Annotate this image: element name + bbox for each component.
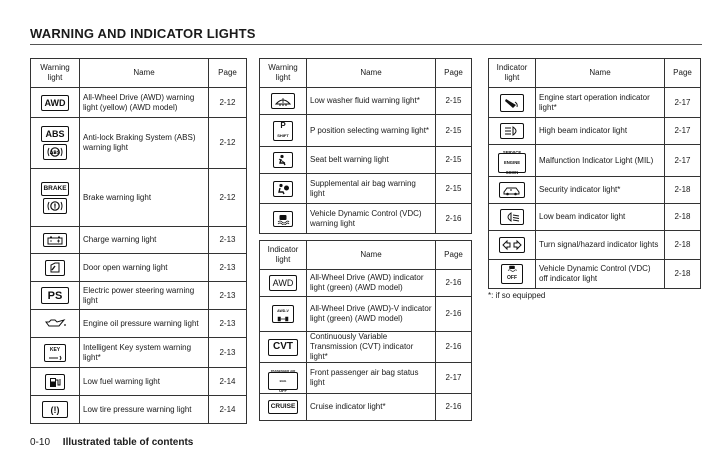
header-page: Page [665, 59, 701, 88]
table-row [31, 254, 247, 282]
header-name: Name [307, 59, 436, 88]
light-name: Vehicle Dynamic Control (VDC) off indicator light [536, 260, 665, 289]
light-name: Engine oil pressure warning light [80, 310, 209, 338]
turn-signal-icon [489, 231, 536, 260]
table-row [260, 332, 472, 363]
key-icon [31, 338, 80, 368]
light-name: Cruise indicator light* [307, 394, 436, 421]
indicator-lights-table-middle [259, 240, 472, 421]
light-name: Security indicator light* [536, 177, 665, 204]
table-row [260, 394, 472, 421]
high-beam-icon [489, 118, 536, 145]
light-name: Low tire pressure warning light [80, 396, 209, 424]
light-name: Turn signal/hazard indicator lights [536, 231, 665, 260]
header-indicator-light: Indicator light [489, 59, 536, 88]
page-reference: 2-15 [436, 115, 472, 147]
table-row [260, 204, 472, 234]
table-header-row [260, 59, 472, 88]
security-car-icon [489, 177, 536, 204]
light-name: Engine start operation indicator light* [536, 88, 665, 118]
light-name: Vehicle Dynamic Control (VDC) warning light [307, 204, 436, 234]
page-reference: 2-13 [209, 227, 247, 254]
header-page: Page [436, 59, 472, 88]
icon-label: KEY [49, 346, 61, 353]
page-number: 0-10 [30, 437, 51, 448]
light-name: Charge warning light [80, 227, 209, 254]
light-name: Intelligent Key system warning light* [80, 338, 209, 368]
title-rule [30, 44, 702, 45]
page-reference: 2-16 [436, 332, 472, 363]
page-reference: 2-14 [209, 396, 247, 424]
awd-outline-icon [260, 270, 307, 297]
door-open-icon [31, 254, 80, 282]
light-name: Supplemental air bag warning light [307, 174, 436, 204]
table-row [260, 270, 472, 297]
table-row [31, 118, 247, 169]
table-row [31, 396, 247, 424]
light-name: Anti-lock Braking System (ABS) warning light [80, 118, 209, 169]
table-row [489, 204, 701, 231]
table-row [260, 363, 472, 394]
light-name: Door open warning light [80, 254, 209, 282]
page-reference: 2-13 [209, 282, 247, 310]
passenger-airbag-icon [260, 363, 307, 394]
light-name: All-Wheel Drive (AWD)-V indicator light (green) (AWD model) [307, 297, 436, 332]
table-row [31, 338, 247, 368]
table-row [489, 88, 701, 118]
header-name: Name [536, 59, 665, 88]
table-row [260, 174, 472, 204]
light-name: P position selecting warning light* [307, 115, 436, 147]
header-name: Name [307, 241, 436, 270]
service-engine-icon [489, 145, 536, 177]
airbag-icon [260, 174, 307, 204]
light-name: All-Wheel Drive (AWD) warning light (yellow) (AWD model) [80, 88, 209, 118]
light-name: Electric power steering warning light [80, 282, 209, 310]
page-reference: 2-17 [665, 145, 701, 177]
table-row [260, 297, 472, 332]
table-row [260, 115, 472, 147]
icon-label: P [280, 120, 286, 130]
page-reference: 2-13 [209, 338, 247, 368]
icon-label: OFF [507, 275, 517, 281]
light-name: Malfunction Indicator Light (MIL) [536, 145, 665, 177]
icon-label: (!) [50, 404, 60, 415]
low-beam-icon [489, 204, 536, 231]
table-header-row [31, 59, 247, 88]
page-reference: 2-16 [436, 204, 472, 234]
page-reference: 2-12 [209, 118, 247, 169]
seat-belt-icon [260, 147, 307, 174]
washer-icon [260, 88, 307, 115]
table-row [31, 227, 247, 254]
ps-icon [31, 282, 80, 310]
header-warning-light: Warning light [31, 59, 80, 88]
page-reference: 2-13 [209, 310, 247, 338]
light-name: Seat belt warning light [307, 147, 436, 174]
header-page: Page [436, 241, 472, 270]
page-reference: 2-12 [209, 88, 247, 118]
page-reference: 2-18 [665, 260, 701, 289]
table-row [31, 88, 247, 118]
indicator-lights-table-right [488, 58, 701, 289]
page-reference: 2-15 [436, 147, 472, 174]
icon-label: BRAKE [43, 184, 67, 192]
warning-lights-table-middle [259, 58, 472, 234]
header-page: Page [209, 59, 247, 88]
light-name: High beam indicator light [536, 118, 665, 145]
table-row [31, 368, 247, 396]
light-name: Low fuel warning light [80, 368, 209, 396]
icon-label: AWD [44, 97, 66, 108]
icon-label: PASSENGER AIR BAG [270, 369, 296, 383]
header-name: Name [80, 59, 209, 88]
table-row [489, 177, 701, 204]
icon-label: ABS [45, 129, 65, 139]
header-warning-light: Warning light [260, 59, 307, 88]
icon-label: SERVICE [502, 150, 522, 155]
icon-label: CVT [273, 341, 293, 352]
table-row [31, 310, 247, 338]
svg-text:!: ! [53, 202, 57, 210]
page-reference: 2-17 [665, 118, 701, 145]
table-row [489, 145, 701, 177]
icon-label: ENGINE [503, 160, 521, 165]
header-indicator-light: Indicator light [260, 241, 307, 270]
page-reference: 2-16 [436, 394, 472, 421]
vdc-off-icon [489, 260, 536, 289]
icon-label: CRUISE [270, 403, 296, 410]
icon-label: AWD [272, 278, 294, 288]
page-reference: 2-18 [665, 177, 701, 204]
tire-pressure-icon [31, 396, 80, 424]
page-reference: 2-17 [665, 88, 701, 118]
table-row [489, 260, 701, 289]
battery-icon [31, 227, 80, 254]
table-header-row [489, 59, 701, 88]
light-name: Low beam indicator light [536, 204, 665, 231]
page-reference: 2-12 [209, 169, 247, 227]
page-title: WARNING AND INDICATOR LIGHTS [30, 26, 256, 41]
light-name: Low washer fluid warning light* [307, 88, 436, 115]
awd-icon [31, 88, 80, 118]
footnote: *: if so equipped [488, 291, 546, 300]
table-row [31, 282, 247, 310]
page-reference: 2-17 [436, 363, 472, 394]
brake-icon [31, 169, 80, 227]
abs-icon [31, 118, 80, 169]
light-name: Front passenger air bag status light [307, 363, 436, 394]
vdc-icon [260, 204, 307, 234]
table-header-row [260, 241, 472, 270]
page-reference: 2-18 [665, 231, 701, 260]
warning-lights-table-left [30, 58, 247, 424]
page-reference: 2-18 [665, 204, 701, 231]
page-reference: 2-16 [436, 270, 472, 297]
icon-label: SOON [505, 170, 519, 175]
awd-v-icon [260, 297, 307, 332]
table-row [260, 147, 472, 174]
icon-label: AWD-V [277, 309, 289, 313]
light-name: Brake warning light [80, 169, 209, 227]
page-reference: 2-16 [436, 297, 472, 332]
page-reference: 2-13 [209, 254, 247, 282]
page-footer [30, 437, 193, 448]
oil-can-icon [31, 310, 80, 338]
p-position-icon [260, 115, 307, 147]
table-row [31, 169, 247, 227]
engine-start-icon [489, 88, 536, 118]
cvt-icon [260, 332, 307, 363]
table-row [260, 88, 472, 115]
page-reference: 2-15 [436, 174, 472, 204]
fuel-pump-icon [31, 368, 80, 396]
page-reference: 2-15 [436, 88, 472, 115]
icon-label: OFF [279, 388, 287, 393]
svg-text:ABS: ABS [49, 151, 61, 156]
table-row [489, 118, 701, 145]
section-title: Illustrated table of contents [62, 437, 194, 448]
page-reference: 2-14 [209, 368, 247, 396]
icon-label: SHIFT [277, 132, 289, 138]
light-name: Continuously Variable Transmission (CVT) indicator light* [307, 332, 436, 363]
table-row [489, 231, 701, 260]
cruise-icon [260, 394, 307, 421]
icon-label: PS [47, 289, 63, 302]
light-name: All-Wheel Drive (AWD) indicator light (green) (AWD model) [307, 270, 436, 297]
